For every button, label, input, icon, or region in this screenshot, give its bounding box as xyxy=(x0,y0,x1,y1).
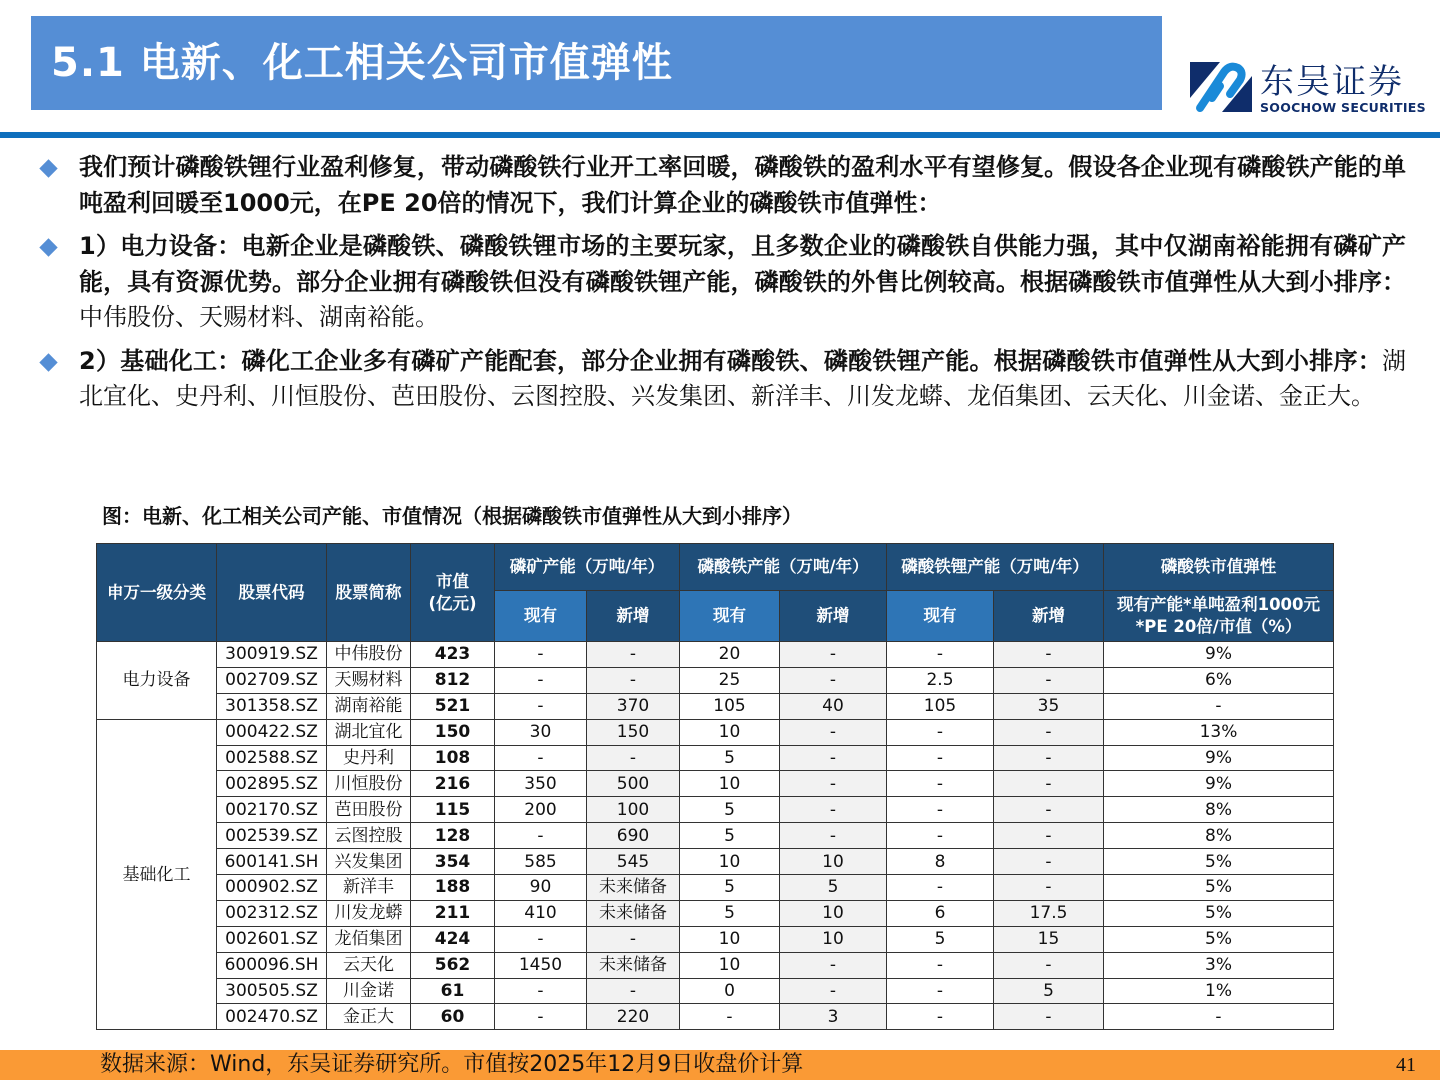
rock-new-cell: - xyxy=(587,745,680,771)
fp-exist-cell: - xyxy=(680,1004,780,1030)
mktcap-cell: 150 xyxy=(411,719,495,745)
lfp-new-cell: - xyxy=(994,642,1104,668)
fp-exist-cell: 0 xyxy=(680,978,780,1004)
table-row xyxy=(97,978,1334,1004)
lfp-exist-cell: - xyxy=(887,952,994,978)
rock-new-cell: - xyxy=(587,926,680,952)
lfp-exist-cell: - xyxy=(887,719,994,745)
fp-exist-cell: 105 xyxy=(680,693,780,719)
bullet-normal-text: 湖北宜化、史丹利、川恒股份、芭田股份、云图控股、兴发集团、新洋丰、川发龙蟒、龙佰集团、云天化、川金诺、金正大。 xyxy=(79,346,1406,410)
lfp-new-cell: - xyxy=(994,745,1104,771)
lfp-new-cell: 5 xyxy=(994,978,1104,1004)
code-cell: 300505.SZ xyxy=(217,978,327,1004)
fp-new-cell: - xyxy=(780,642,887,668)
lfp-new-cell: - xyxy=(994,875,1104,901)
lfp-exist-cell: 5 xyxy=(887,926,994,952)
rock-new-cell: 690 xyxy=(587,823,680,849)
mktcap-cell: 354 xyxy=(411,849,495,875)
formula-line2: *PE 20倍/市值（%） xyxy=(1135,617,1302,636)
lfp-exist-cell: - xyxy=(887,978,994,1004)
table-body xyxy=(97,642,1334,1030)
logo-chinese-name: 东吴证券 xyxy=(1260,62,1404,102)
header-code: 股票代码 xyxy=(217,544,327,642)
name-cell: 芭田股份 xyxy=(327,797,411,823)
table-row xyxy=(97,952,1334,978)
name-cell: 云图控股 xyxy=(327,823,411,849)
elasticity-cell: 6% xyxy=(1104,667,1334,693)
lfp-exist-cell: - xyxy=(887,875,994,901)
name-cell: 湖南裕能 xyxy=(327,693,411,719)
table-row xyxy=(97,667,1334,693)
rock-new-cell: 370 xyxy=(587,693,680,719)
header-category: 申万一级分类 xyxy=(97,544,217,642)
code-cell: 000902.SZ xyxy=(217,875,327,901)
table-row xyxy=(97,849,1334,875)
code-cell: 600141.SH xyxy=(217,849,327,875)
rock-exist-cell: 90 xyxy=(495,875,587,901)
code-cell: 002170.SZ xyxy=(217,797,327,823)
fp-new-cell: - xyxy=(780,745,887,771)
bullet-bold-text: 我们预计磷酸铁锂行业盈利修复，带动磷酸铁行业开工率回暖，磷酸铁的盈利水平有望修复。假设各企业现有磷酸铁产能的单吨盈利回暖至1000元，在PE 20倍的情况下，我们计算企业的磷酸铁市值弹性： xyxy=(79,153,1406,217)
diamond-bullet-icon xyxy=(39,353,57,371)
lfp-new-cell: - xyxy=(994,771,1104,797)
bullet-item xyxy=(36,344,1406,415)
lfp-exist-cell: 8 xyxy=(887,849,994,875)
elasticity-cell: 13% xyxy=(1104,719,1334,745)
header-lfp: 磷酸铁锂产能（万吨/年） xyxy=(887,544,1104,591)
table-row xyxy=(97,926,1334,952)
table-row xyxy=(97,719,1334,745)
rock-exist-cell: - xyxy=(495,1004,587,1030)
lfp-new-cell: - xyxy=(994,797,1104,823)
rock-new-cell: 500 xyxy=(587,771,680,797)
name-cell: 湖北宜化 xyxy=(327,719,411,745)
page-title: 5.1 电新、化工相关公司市值弹性 xyxy=(51,40,673,86)
rock-new-cell: 100 xyxy=(587,797,680,823)
name-cell: 史丹利 xyxy=(327,745,411,771)
header-elasticity: 磷酸铁市值弹性 xyxy=(1104,544,1334,591)
rock-new-cell: 150 xyxy=(587,719,680,745)
rock-exist-cell: 200 xyxy=(495,797,587,823)
table-row xyxy=(97,823,1334,849)
code-cell: 002470.SZ xyxy=(217,1004,327,1030)
lfp-exist-cell: 2.5 xyxy=(887,667,994,693)
rock-new-cell: - xyxy=(587,667,680,693)
lfp-exist-cell: - xyxy=(887,797,994,823)
header-name: 股票简称 xyxy=(327,544,411,642)
fp-exist-cell: 10 xyxy=(680,719,780,745)
fp-exist-cell: 25 xyxy=(680,667,780,693)
category-cell: 基础化工 xyxy=(97,719,217,1030)
rock-new-cell: - xyxy=(587,642,680,668)
rock-exist-cell: - xyxy=(495,926,587,952)
name-cell: 川恒股份 xyxy=(327,771,411,797)
fp-new-cell: - xyxy=(780,952,887,978)
code-cell: 002601.SZ xyxy=(217,926,327,952)
subheader-rock-existing: 现有 xyxy=(495,591,587,642)
name-cell: 云天化 xyxy=(327,952,411,978)
header-divider xyxy=(0,132,1440,138)
bullet-item xyxy=(36,150,1406,221)
fp-exist-cell: 5 xyxy=(680,797,780,823)
fp-exist-cell: 10 xyxy=(680,952,780,978)
rock-exist-cell: 1450 xyxy=(495,952,587,978)
elasticity-cell: 8% xyxy=(1104,797,1334,823)
rock-exist-cell: 410 xyxy=(495,900,587,926)
mktcap-cell: 521 xyxy=(411,693,495,719)
rock-new-cell: 未来储备 xyxy=(587,875,680,901)
table-row xyxy=(97,900,1334,926)
table-header-row xyxy=(97,544,1334,591)
header-mktcap xyxy=(411,544,495,642)
name-cell: 兴发集团 xyxy=(327,849,411,875)
table-row xyxy=(97,693,1334,719)
elasticity-cell: 3% xyxy=(1104,952,1334,978)
table-row xyxy=(97,1004,1334,1030)
lfp-new-cell: - xyxy=(994,823,1104,849)
lfp-exist-cell: 6 xyxy=(887,900,994,926)
page-number: 41 xyxy=(1396,1054,1416,1076)
lfp-exist-cell: - xyxy=(887,642,994,668)
fp-new-cell: 10 xyxy=(780,849,887,875)
fp-new-cell: - xyxy=(780,978,887,1004)
mktcap-cell: 424 xyxy=(411,926,495,952)
code-cell: 002709.SZ xyxy=(217,667,327,693)
mktcap-cell: 108 xyxy=(411,745,495,771)
fp-exist-cell: 10 xyxy=(680,926,780,952)
lfp-exist-cell: - xyxy=(887,771,994,797)
rock-new-cell: 未来储备 xyxy=(587,900,680,926)
fp-exist-cell: 20 xyxy=(680,642,780,668)
code-cell: 000422.SZ xyxy=(217,719,327,745)
table-row xyxy=(97,642,1334,668)
fp-new-cell: - xyxy=(780,797,887,823)
rock-new-cell: 545 xyxy=(587,849,680,875)
diamond-bullet-icon xyxy=(39,159,57,177)
footer-bar xyxy=(0,1050,1440,1080)
subheader-lfp-new: 新增 xyxy=(994,591,1104,642)
lfp-exist-cell: - xyxy=(887,823,994,849)
elasticity-cell: - xyxy=(1104,693,1334,719)
code-cell: 301358.SZ xyxy=(217,693,327,719)
lfp-new-cell: - xyxy=(994,849,1104,875)
fp-exist-cell: 5 xyxy=(680,900,780,926)
bullet-bold-text: 1）电力设备：电新企业是磷酸铁、磷酸铁锂市场的主要玩家，且多数企业的磷酸铁自供能力强，其中仅湖南裕能拥有磷矿产能，具有资源优势。部分企业拥有磷酸铁但没有磷酸铁锂产能，磷酸铁的外售比例较高。根据磷酸铁市值弹性从大到小排序： xyxy=(79,232,1406,296)
name-cell: 新洋丰 xyxy=(327,875,411,901)
elasticity-cell: 8% xyxy=(1104,823,1334,849)
bullet-list xyxy=(36,150,1406,423)
rock-exist-cell: - xyxy=(495,693,587,719)
elasticity-cell: 5% xyxy=(1104,849,1334,875)
mktcap-cell: 562 xyxy=(411,952,495,978)
table-row xyxy=(97,875,1334,901)
table-row xyxy=(97,797,1334,823)
rock-exist-cell: - xyxy=(495,823,587,849)
elasticity-cell: 5% xyxy=(1104,875,1334,901)
rock-new-cell: 220 xyxy=(587,1004,680,1030)
fp-exist-cell: 5 xyxy=(680,823,780,849)
bullet-text xyxy=(79,229,1406,336)
figure-caption: 图：电新、化工相关公司产能、市值情况（根据磷酸铁市值弹性从大到小排序） xyxy=(102,504,802,528)
header-phosphate-rock: 磷矿产能（万吨/年） xyxy=(495,544,680,591)
rock-exist-cell: 30 xyxy=(495,719,587,745)
fp-exist-cell: 10 xyxy=(680,771,780,797)
subheader-lfp-existing: 现有 xyxy=(887,591,994,642)
fp-new-cell: - xyxy=(780,719,887,745)
code-cell: 002539.SZ xyxy=(217,823,327,849)
elasticity-cell: 9% xyxy=(1104,771,1334,797)
lfp-exist-cell: - xyxy=(887,745,994,771)
bullet-bold-text: 2）基础化工：磷化工企业多有磷矿产能配套，部分企业拥有磷酸铁、磷酸铁锂产能。根据磷酸铁市值弹性从大到小排序： xyxy=(79,346,1382,375)
bullet-text xyxy=(79,150,1406,221)
header-iron-phosphate: 磷酸铁产能（万吨/年） xyxy=(680,544,887,591)
bullet-text xyxy=(79,344,1406,415)
subheader-fp-new: 新增 xyxy=(780,591,887,642)
name-cell: 川发龙蟒 xyxy=(327,900,411,926)
fp-new-cell: - xyxy=(780,771,887,797)
name-cell: 天赐材料 xyxy=(327,667,411,693)
rock-exist-cell: 585 xyxy=(495,849,587,875)
code-cell: 002312.SZ xyxy=(217,900,327,926)
name-cell: 川金诺 xyxy=(327,978,411,1004)
mktcap-cell: 115 xyxy=(411,797,495,823)
table-row xyxy=(97,745,1334,771)
fp-exist-cell: 5 xyxy=(680,875,780,901)
table-row xyxy=(97,771,1334,797)
bullet-normal-text: 中伟股份、天赐材料、湖南裕能。 xyxy=(79,303,439,331)
lfp-new-cell: - xyxy=(994,952,1104,978)
name-cell: 金正大 xyxy=(327,1004,411,1030)
subheader-rock-new: 新增 xyxy=(587,591,680,642)
subheader-elasticity-formula xyxy=(1104,591,1334,642)
logo-english-name: SOOCHOW SECURITIES xyxy=(1260,100,1426,115)
header-mktcap-line2: (亿元) xyxy=(428,593,477,613)
elasticity-cell: 9% xyxy=(1104,642,1334,668)
mktcap-cell: 128 xyxy=(411,823,495,849)
fp-new-cell: 10 xyxy=(780,926,887,952)
capacity-table xyxy=(96,543,1334,1030)
mktcap-cell: 188 xyxy=(411,875,495,901)
mktcap-cell: 423 xyxy=(411,642,495,668)
fp-new-cell: - xyxy=(780,667,887,693)
subheader-fp-existing: 现有 xyxy=(680,591,780,642)
rock-new-cell: 未来储备 xyxy=(587,952,680,978)
header-mktcap-line1: 市值 xyxy=(436,571,469,591)
fp-exist-cell: 10 xyxy=(680,849,780,875)
mktcap-cell: 61 xyxy=(411,978,495,1004)
code-cell: 002895.SZ xyxy=(217,771,327,797)
mktcap-cell: 812 xyxy=(411,667,495,693)
lfp-exist-cell: 105 xyxy=(887,693,994,719)
code-cell: 300919.SZ xyxy=(217,642,327,668)
fp-new-cell: 10 xyxy=(780,900,887,926)
rock-exist-cell: - xyxy=(495,745,587,771)
rock-new-cell: - xyxy=(587,978,680,1004)
soochow-logo xyxy=(1190,58,1430,120)
name-cell: 中伟股份 xyxy=(327,642,411,668)
title-banner xyxy=(31,16,1162,110)
fp-new-cell: 3 xyxy=(780,1004,887,1030)
fp-new-cell: 5 xyxy=(780,875,887,901)
lfp-new-cell: 17.5 xyxy=(994,900,1104,926)
rock-exist-cell: 350 xyxy=(495,771,587,797)
soochow-logo-icon xyxy=(1190,58,1252,116)
mktcap-cell: 216 xyxy=(411,771,495,797)
elasticity-cell: - xyxy=(1104,1004,1334,1030)
fp-exist-cell: 5 xyxy=(680,745,780,771)
lfp-new-cell: - xyxy=(994,667,1104,693)
rock-exist-cell: - xyxy=(495,978,587,1004)
lfp-new-cell: 15 xyxy=(994,926,1104,952)
category-cell: 电力设备 xyxy=(97,642,217,720)
mktcap-cell: 60 xyxy=(411,1004,495,1030)
mktcap-cell: 211 xyxy=(411,900,495,926)
elasticity-cell: 5% xyxy=(1104,926,1334,952)
rock-exist-cell: - xyxy=(495,642,587,668)
code-cell: 600096.SH xyxy=(217,952,327,978)
diamond-bullet-icon xyxy=(39,238,57,256)
formula-line1: 现有产能*单吨盈利1000元 xyxy=(1116,595,1321,614)
lfp-new-cell: - xyxy=(994,1004,1104,1030)
data-source-note: 数据来源：Wind，东吴证券研究所。市值按2025年12月9日收盘价计算 xyxy=(100,1052,804,1077)
lfp-new-cell: 35 xyxy=(994,693,1104,719)
name-cell: 龙佰集团 xyxy=(327,926,411,952)
elasticity-cell: 5% xyxy=(1104,900,1334,926)
lfp-new-cell: - xyxy=(994,719,1104,745)
fp-new-cell: 40 xyxy=(780,693,887,719)
code-cell: 002588.SZ xyxy=(217,745,327,771)
fp-new-cell: - xyxy=(780,823,887,849)
rock-exist-cell: - xyxy=(495,667,587,693)
lfp-exist-cell: - xyxy=(887,1004,994,1030)
elasticity-cell: 1% xyxy=(1104,978,1334,1004)
elasticity-cell: 9% xyxy=(1104,745,1334,771)
bullet-item xyxy=(36,229,1406,336)
